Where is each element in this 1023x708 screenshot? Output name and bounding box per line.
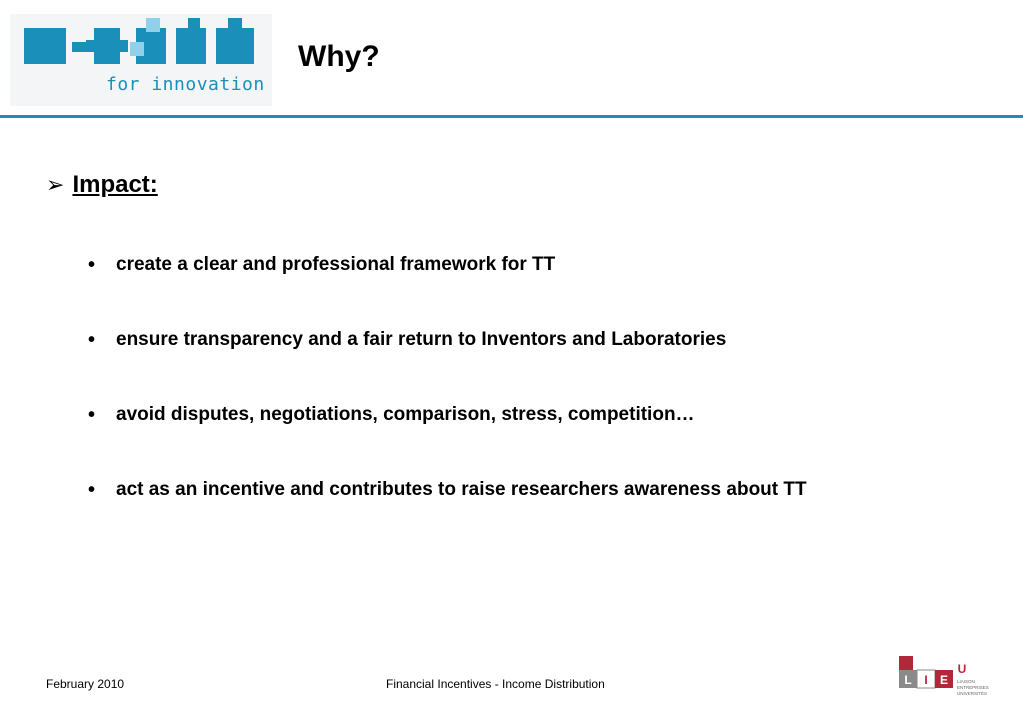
list-item [88,329,807,404]
company-logo [10,14,272,106]
bullet-dot-icon: • [88,479,96,501]
section-heading-row [46,171,158,199]
logo-tagline: for innovation [106,74,265,95]
bullet-text: ensure transparency and a fair return to Inventors and Laboratories [116,329,727,350]
bullet-dot-icon: • [88,254,96,276]
list-item [88,479,807,554]
header-divider [0,115,1023,118]
lieu-letter: L [904,673,912,687]
footer-title: Financial Incentives - Income Distribution [386,677,605,691]
bullet-text: avoid disputes, negotiations, comparison, stress, competition… [116,404,695,425]
bullet-text: act as an incentive and contributes to raise researchers awareness about TT [116,479,807,500]
footer-date: February 2010 [46,677,125,691]
logo-blocks-graphic [10,14,272,74]
lieu-text-line: LIAISON [957,679,975,684]
lieu-letter: U [957,662,967,676]
lieu-letter: I [924,673,928,687]
section-heading: Impact: [72,171,158,198]
bullet-text: create a clear and professional framework for TT [116,254,556,275]
list-item [88,254,807,329]
bullet-dot-icon: • [88,329,96,351]
lieu-text-line: UNIVERSITÉS [957,691,988,696]
lieu-logo [899,656,999,704]
bullet-dot-icon: • [88,404,96,426]
slide-title: Why? [298,40,380,73]
arrow-bullet-icon: ➢ [46,172,65,197]
bullet-list [88,254,807,554]
lieu-letter: E [939,673,949,687]
list-item [88,404,807,479]
lieu-text-line: ENTREPRISES [957,685,989,690]
